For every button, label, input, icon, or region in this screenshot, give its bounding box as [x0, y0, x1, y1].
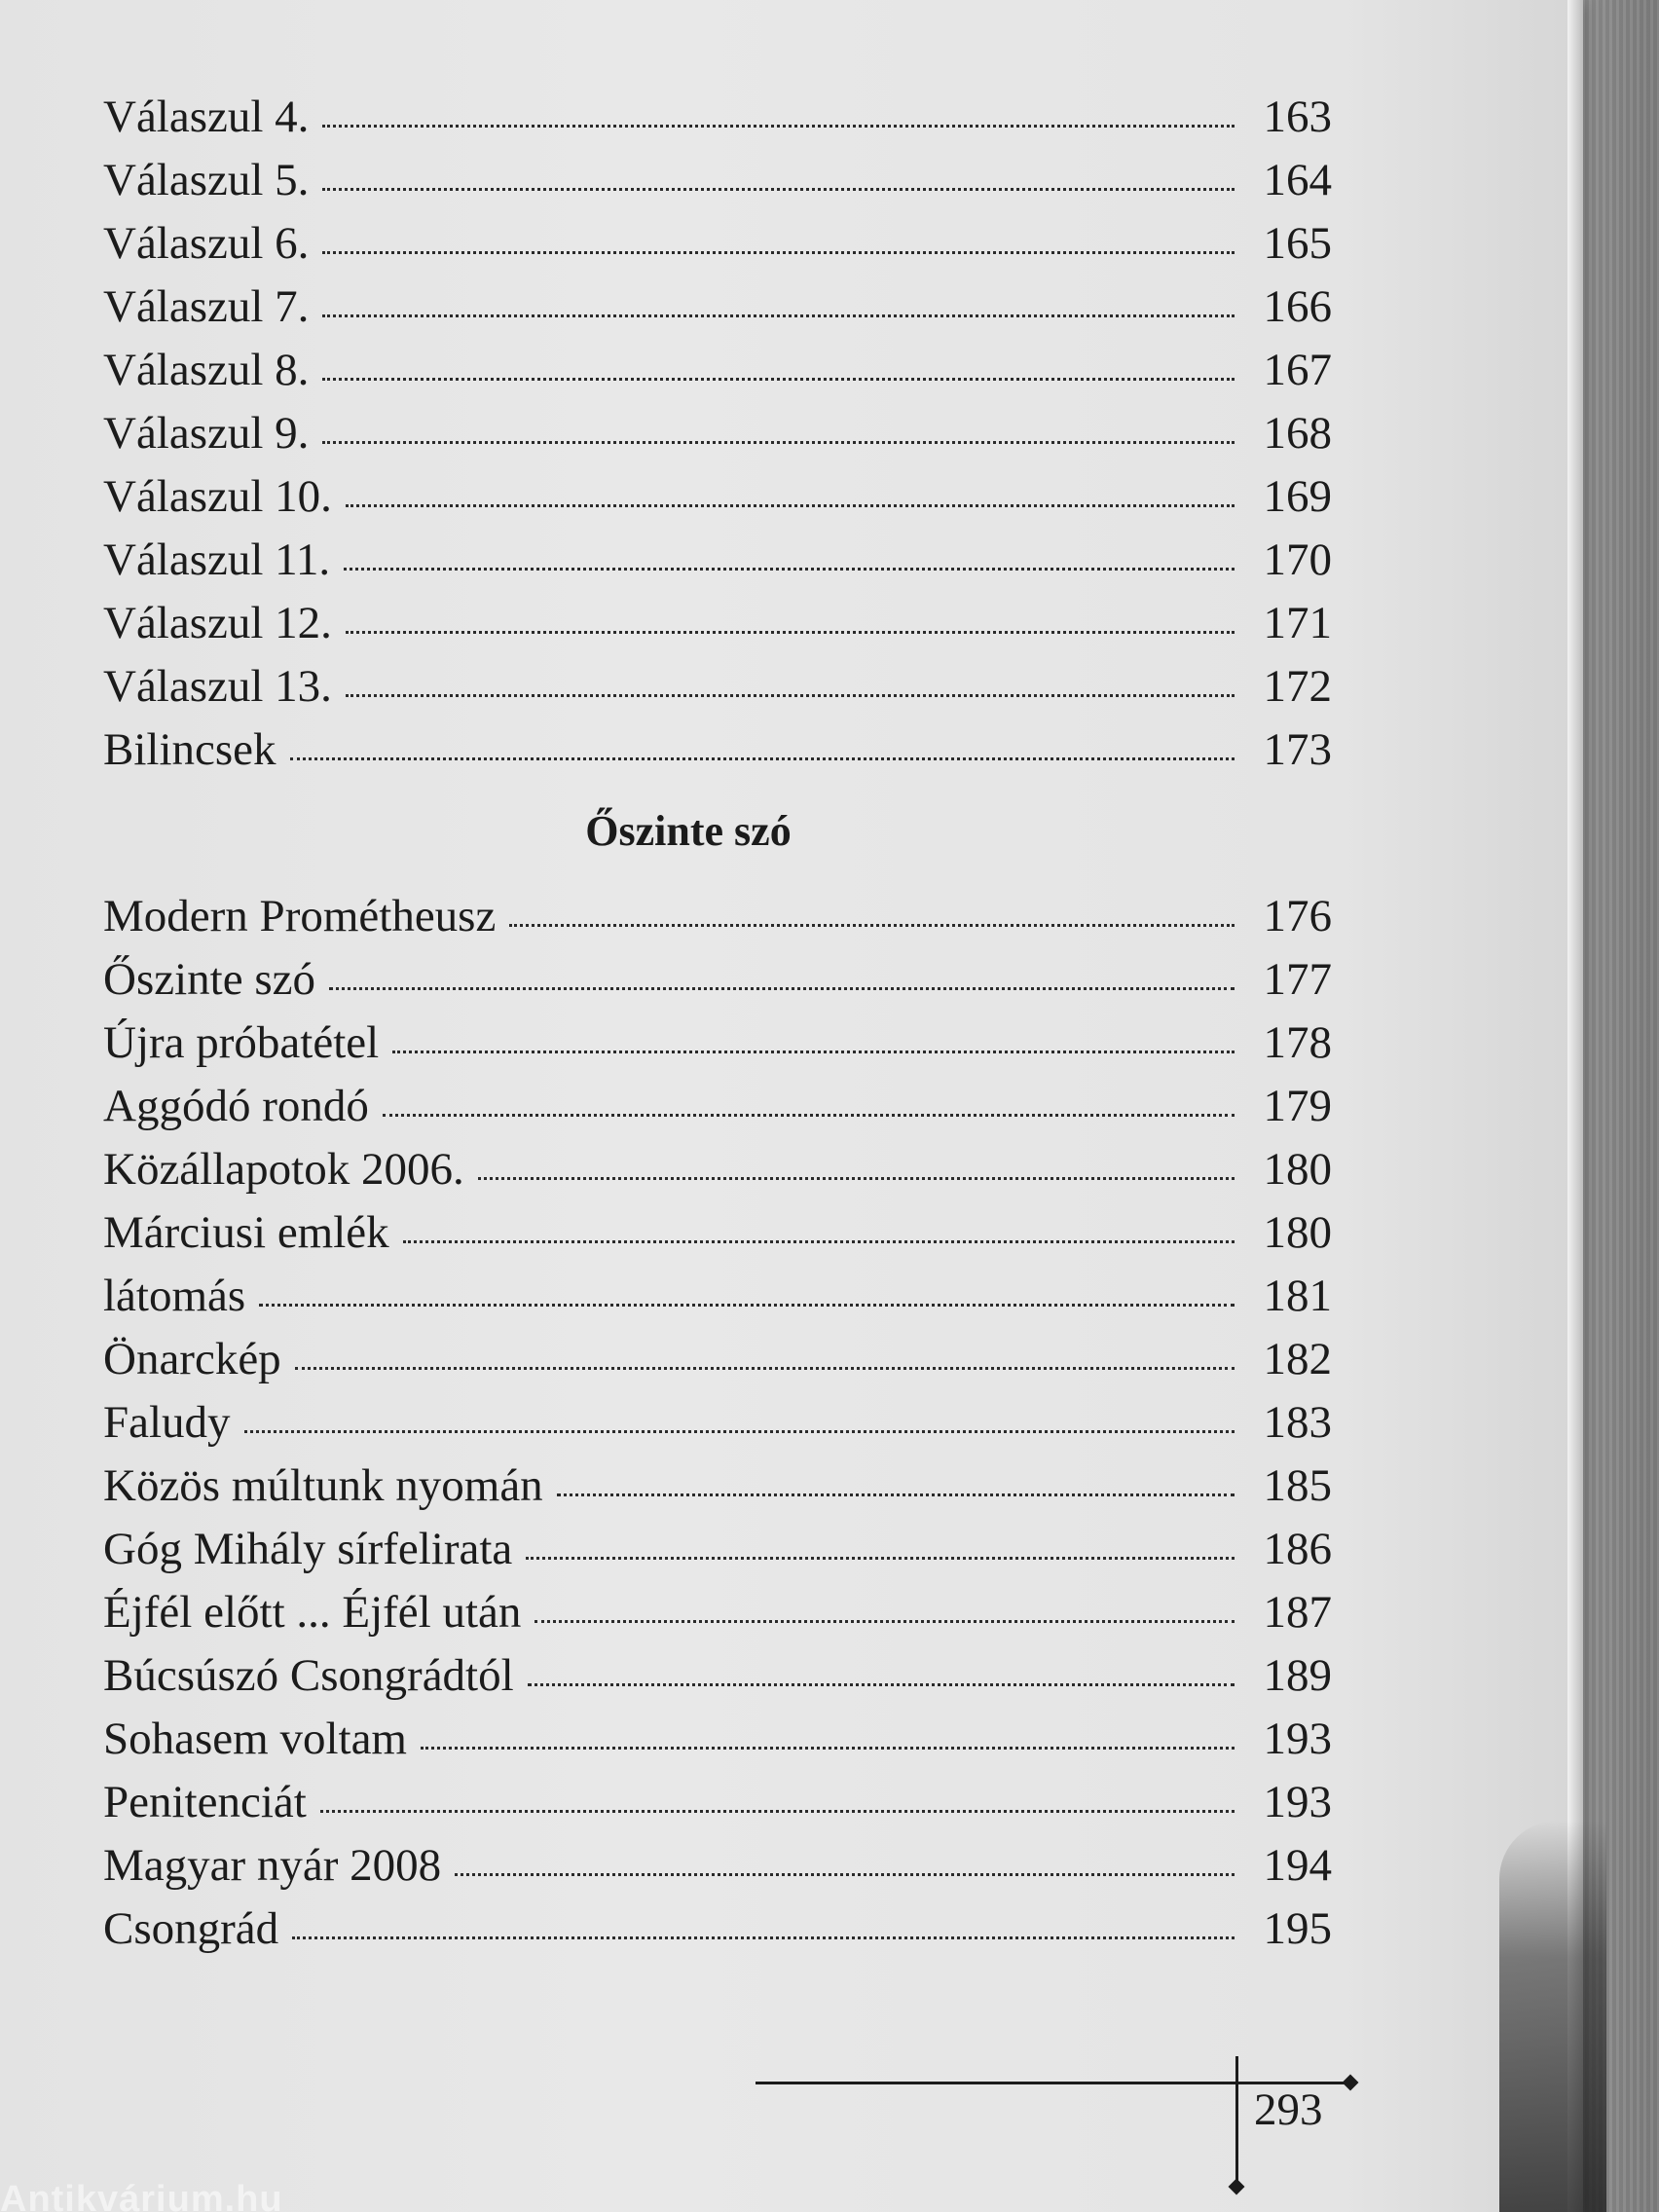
toc-entry	[103, 276, 1332, 339]
dot-leader	[344, 568, 1235, 571]
toc-entry-title: Válaszul 11.	[103, 535, 331, 585]
toc-entry	[103, 1012, 1332, 1075]
toc-entry-page: 179	[1263, 1081, 1332, 1131]
toc-entry-page: 193	[1263, 1714, 1332, 1764]
toc-entry	[103, 529, 1332, 592]
toc-entry-title: Csongrád	[103, 1903, 279, 1954]
toc-entry-title: Válaszul 7.	[103, 281, 310, 332]
dot-leader	[346, 504, 1235, 507]
toc-entry	[103, 465, 1332, 529]
dot-leader	[322, 314, 1235, 317]
dot-leader	[320, 1810, 1235, 1813]
toc-entry-title: Válaszul 9.	[103, 408, 310, 459]
dot-leader	[403, 1240, 1235, 1243]
toc-entry-title: Márciusi emlék	[103, 1207, 389, 1258]
toc-entry	[103, 1391, 1332, 1455]
dot-leader	[478, 1177, 1235, 1180]
dot-leader	[346, 631, 1235, 634]
toc-entry-title: Aggódó rondó	[103, 1081, 369, 1131]
toc-entry-page: 185	[1263, 1460, 1332, 1511]
dot-leader	[346, 694, 1235, 697]
toc-entry	[103, 592, 1332, 655]
toc-entry-title: Bilincsek	[103, 724, 276, 775]
dot-leader	[295, 1367, 1235, 1370]
toc-entry	[103, 1138, 1332, 1201]
toc-entry-page: 183	[1263, 1397, 1332, 1448]
toc-entry-title: Válaszul 8.	[103, 345, 310, 395]
toc-entry	[103, 885, 1332, 948]
toc-entry	[103, 86, 1332, 149]
toc-entry-title: Sohasem voltam	[103, 1714, 407, 1764]
toc-entry	[103, 1075, 1332, 1138]
toc-entry-title: Válaszul 10.	[103, 471, 332, 522]
toc-entry-title: Magyar nyár 2008	[103, 1840, 442, 1891]
toc-entry-page: 195	[1263, 1903, 1332, 1954]
toc-entry	[103, 402, 1332, 465]
toc-entry-title: Faludy	[103, 1397, 231, 1448]
toc-entry-page: 193	[1263, 1777, 1332, 1827]
toc-entry-page: 164	[1263, 155, 1332, 205]
toc-entry	[103, 1834, 1332, 1898]
toc-entry-page: 194	[1263, 1840, 1332, 1891]
toc-entry-page: 182	[1263, 1334, 1332, 1384]
toc-entry-page: 180	[1263, 1144, 1332, 1195]
dot-leader	[322, 188, 1235, 191]
toc-entry-title: Éjfél előtt ... Éjfél után	[103, 1587, 522, 1638]
dot-leader	[322, 251, 1235, 254]
dot-leader	[509, 924, 1235, 927]
dot-leader	[259, 1304, 1235, 1307]
toc-entry-title: Modern Prométheusz	[103, 891, 497, 941]
toc-entry	[103, 149, 1332, 212]
dot-leader	[455, 1873, 1235, 1876]
table-of-contents	[103, 86, 1332, 1961]
toc-entry-page: 165	[1263, 218, 1332, 269]
toc-entry-page: 178	[1263, 1017, 1332, 1068]
toc-entry-page: 177	[1263, 954, 1332, 1005]
toc-entry-title: Újra próbatétel	[103, 1017, 380, 1068]
toc-entry-page: 189	[1263, 1650, 1332, 1701]
dot-leader	[383, 1114, 1235, 1117]
toc-entry	[103, 655, 1332, 719]
toc-entry	[103, 212, 1332, 276]
toc-entry-title: Góg Mihály sírfelirata	[103, 1524, 513, 1574]
toc-entry-title: Búcsúszó Csongrádtól	[103, 1650, 514, 1701]
dot-leader	[526, 1557, 1235, 1560]
dot-leader	[528, 1683, 1235, 1686]
toc-entry-title: látomás	[103, 1271, 246, 1321]
footer-vertical-rule	[1235, 2056, 1238, 2189]
toc-entry-page: 170	[1263, 535, 1332, 585]
toc-entry	[103, 719, 1332, 782]
toc-entry-title: Közállapotok 2006.	[103, 1144, 464, 1195]
toc-entry-page: 167	[1263, 345, 1332, 395]
toc-section-oszinte-szo	[103, 885, 1332, 1961]
page-corner-shadow	[1499, 1821, 1606, 2212]
toc-entry	[103, 1518, 1332, 1581]
toc-entry-page: 180	[1263, 1207, 1332, 1258]
dot-leader	[244, 1430, 1235, 1433]
dot-leader	[535, 1620, 1235, 1623]
dot-leader	[322, 378, 1235, 381]
toc-entry	[103, 339, 1332, 402]
toc-entry-page: 166	[1263, 281, 1332, 332]
toc-entry-title: Válaszul 5.	[103, 155, 310, 205]
toc-entry	[103, 1201, 1332, 1265]
toc-entry	[103, 1644, 1332, 1708]
watermark-text: Antikvárium.hu	[0, 2179, 283, 2212]
dot-leader	[292, 1936, 1235, 1939]
dot-leader	[421, 1747, 1235, 1750]
toc-entry	[103, 1328, 1332, 1391]
dot-leader	[322, 125, 1235, 128]
toc-entry	[103, 1771, 1332, 1834]
toc-entry-page: 169	[1263, 471, 1332, 522]
toc-entry	[103, 1708, 1332, 1771]
toc-entry-title: Válaszul 13.	[103, 661, 332, 712]
toc-entry-page: 181	[1263, 1271, 1332, 1321]
dot-leader	[392, 1051, 1235, 1053]
toc-entry-title: Válaszul 6.	[103, 218, 310, 269]
dot-leader	[329, 987, 1235, 990]
toc-section-first	[103, 86, 1332, 782]
toc-entry-title: Közös múltunk nyomán	[103, 1460, 543, 1511]
toc-entry-page: 173	[1263, 724, 1332, 775]
toc-entry	[103, 1898, 1332, 1961]
toc-entry-page: 168	[1263, 408, 1332, 459]
toc-entry-title: Penitenciát	[103, 1777, 307, 1827]
toc-entry	[103, 1455, 1332, 1518]
toc-entry-title: Válaszul 12.	[103, 598, 332, 648]
dot-leader	[322, 441, 1235, 444]
toc-entry-page: 186	[1263, 1524, 1332, 1574]
section-heading: Őszinte szó	[585, 807, 792, 855]
toc-entry-title: Önarckép	[103, 1334, 281, 1384]
toc-entry-page: 176	[1263, 891, 1332, 941]
toc-entry	[103, 1265, 1332, 1328]
dot-leader	[557, 1493, 1235, 1496]
toc-entry-title: Őszinte szó	[103, 954, 315, 1005]
toc-entry-page: 163	[1263, 92, 1332, 142]
dot-leader	[290, 757, 1235, 760]
toc-entry-page: 187	[1263, 1587, 1332, 1638]
toc-entry-title: Válaszul 4.	[103, 92, 310, 142]
toc-entry-page: 172	[1263, 661, 1332, 712]
page-number: 293	[1254, 2084, 1323, 2135]
toc-entry-page: 171	[1263, 598, 1332, 648]
toc-entry	[103, 948, 1332, 1012]
toc-entry	[103, 1581, 1332, 1644]
